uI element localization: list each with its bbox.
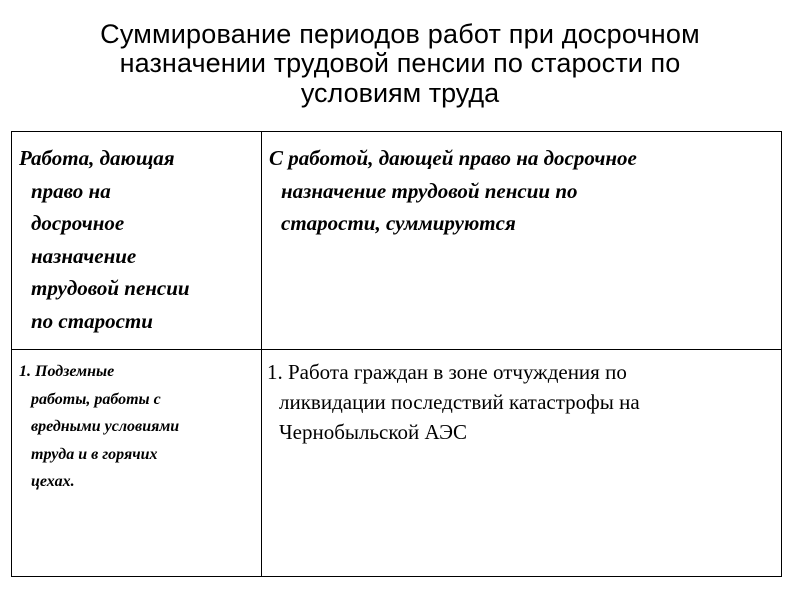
header-cell-line: досрочное <box>31 211 125 235</box>
body-cell-underground-work <box>19 358 179 496</box>
header-cell-line: Работа, дающая <box>19 146 175 170</box>
body-cell-line: 1. Подземные <box>19 363 115 380</box>
body-cell-line: цехах. <box>31 473 75 491</box>
header-cell-line: трудовой пенсии <box>31 276 190 300</box>
header-cell-summed-with <box>269 142 637 240</box>
body-cell-line: Чернобыльской АЭС <box>279 420 468 444</box>
body-cell-line: ликвидации последствий катастрофы на <box>279 390 640 414</box>
body-cell-line: труда и в горячих <box>31 445 158 463</box>
header-cell-line: назначение <box>31 243 137 268</box>
header-cell-line: назначение трудовой пенсии по <box>281 178 578 203</box>
header-cell-line: старости, суммируются <box>281 211 516 235</box>
title-line-3: условиям труда <box>300 78 500 108</box>
header-cell-line: право на <box>31 178 111 203</box>
body-cell-line: 1. Работа граждан в зоне отчуждения по <box>267 360 627 384</box>
row-divider <box>12 349 781 350</box>
body-cell-line: вредными условиями <box>31 418 180 436</box>
header-cell-line: С работой, дающей право на досрочное <box>269 146 637 170</box>
slide-title <box>60 20 740 108</box>
title-line-1: Суммирование периодов работ при досрочном <box>100 19 700 49</box>
body-cell-line: работы, работы с <box>31 390 161 408</box>
body-cell-chernobyl-work <box>267 357 640 447</box>
header-cell-line: по старости <box>31 308 153 333</box>
comparison-table <box>11 131 782 577</box>
column-divider <box>261 132 262 576</box>
title-line-2: назначении трудовой пенсии по старости по <box>119 48 681 78</box>
header-cell-work-type <box>19 142 190 337</box>
